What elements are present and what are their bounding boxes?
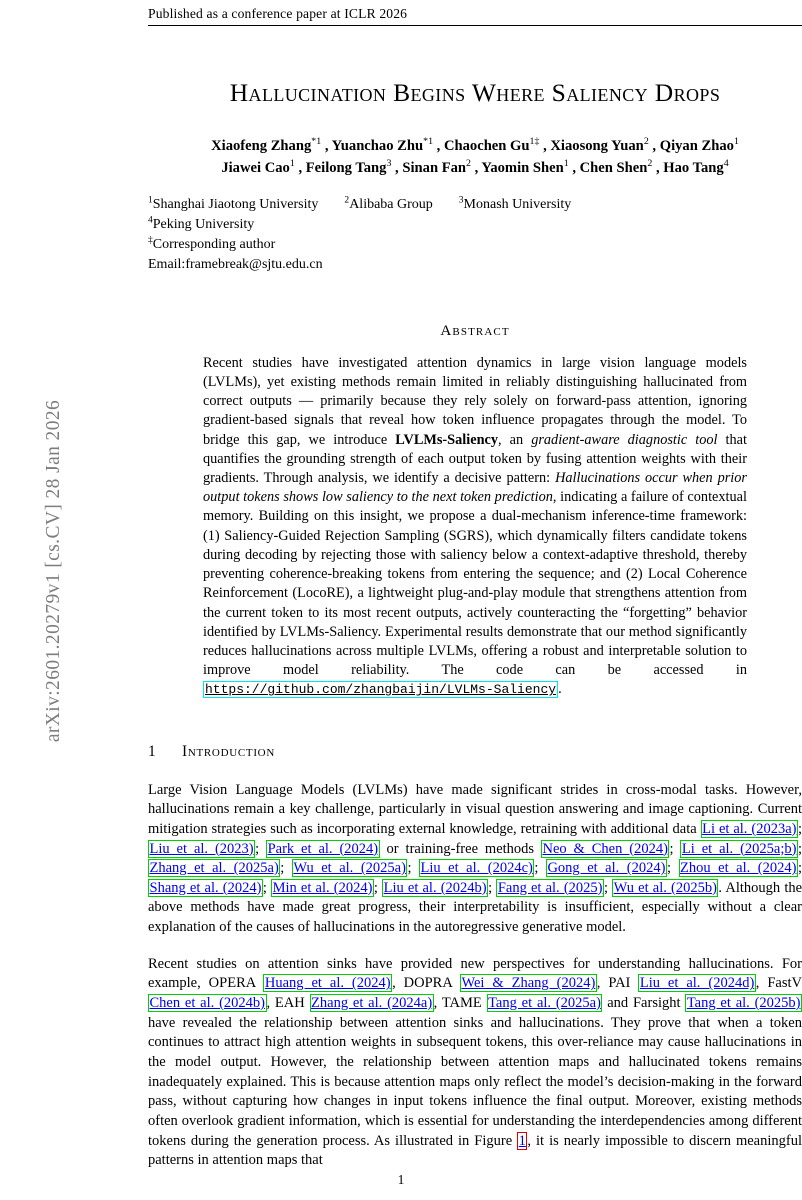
author-name: Jiawei Cao$^1$	[221, 158, 295, 176]
affiliation-marker: ‡	[148, 235, 153, 246]
intro-text: , EAH	[266, 995, 310, 1012]
citation-separator: ;	[373, 879, 383, 896]
author-name: Xiaofeng Zhang$^{*1}$	[211, 136, 322, 155]
citation-link[interactable]: Wu et al. (2025a)	[293, 860, 406, 877]
citation-link[interactable]: Shang et al. (2024)	[149, 879, 262, 896]
abstract-heading: Abstract	[440, 321, 510, 339]
citation-link[interactable]: Huang et al. (2024)	[264, 975, 391, 992]
abstract-italic-term-2: Hallucinations occur when prior output tokens shows low saliency to the next token prediction	[203, 470, 747, 506]
corresponding-author-note	[148, 235, 802, 255]
citation-link[interactable]: Tang et al. (2025b)	[686, 995, 801, 1012]
author-line-2: Jiawei Cao$^1$ , Feilong Tang$^3$ , Sinan Fan$^2$ , Yaomin Shen$^1$ , Chen Shen$^2$ , Hao Tang$^4$	[221, 158, 729, 176]
section-number: 1	[148, 742, 157, 760]
author-affiliation-marker: 1‡	[529, 136, 540, 148]
affiliation-block	[148, 195, 802, 276]
intro-text: , FastV	[755, 975, 802, 992]
citation-link[interactable]: Chen et al. (2024b)	[149, 995, 265, 1012]
author-name: Hao Tang$^4$	[663, 158, 729, 176]
affiliation-marker: 2	[344, 194, 350, 205]
intro-text: , it is nearly impossible to discern meaningful patterns in attention maps that	[148, 1132, 802, 1169]
author-affiliation-marker: 1	[733, 136, 739, 148]
intro-text: or training-free methods	[379, 840, 541, 857]
citation-link[interactable]: Liu et al. (2023)	[149, 840, 254, 857]
intro-text: . Although the above methods have made great progress, their interpretability is insufficient, especially without a clear explanation of the causes of hallucinations in the autoregressive generative model.	[148, 879, 802, 936]
author-affiliation-marker: 2	[647, 158, 653, 170]
citation-link[interactable]: Liu et al. (2024d)	[639, 975, 755, 992]
citation-link[interactable]: Zhou et al. (2024)	[680, 860, 797, 877]
affiliation-item: $^1$Shanghai Jiaotong University	[148, 194, 319, 212]
author-name: Chaochen $Gu^{1\ddagger}$	[443, 136, 540, 155]
author-name: Chen Shen$^2$	[579, 158, 653, 176]
figure-reference-link[interactable]: 1	[518, 1132, 526, 1149]
author-affiliation-marker: 4	[723, 158, 729, 170]
author-affiliation-marker: 3	[386, 158, 392, 170]
citation-link[interactable]: Gong et al. (2024)	[547, 860, 666, 877]
author-block	[148, 136, 802, 179]
intro-paragraph-1	[148, 781, 802, 938]
author-name: Yaomin Shen$^1$	[481, 158, 569, 176]
section-heading-introduction	[148, 743, 802, 761]
citation-separator: ;	[488, 879, 497, 896]
citation-link[interactable]: Zhang et al. (2025a)	[149, 860, 279, 877]
intro-text: Large Vision Language Models (LVLMs) have made significant strides in cross-modal tasks. However, hallucinations remain a key challenge, particularly in visual question answering and image captioning. Current mitigation strategies such as incorporating external knowledge, retraining with additional data	[148, 781, 802, 837]
abstract-bold-term: LVLMs-Saliency	[395, 431, 499, 448]
page-title: Hallucination Begins Where Saliency Drops	[229, 78, 721, 107]
citation-link[interactable]: Liu et al. (2024b)	[383, 879, 487, 896]
intro-text: , DOPRA	[392, 975, 460, 992]
abstract-italic-term-1: gradient-aware diagnostic tool	[531, 431, 718, 448]
paper-content	[148, 0, 802, 1171]
citation-separator: ;	[797, 840, 802, 857]
running-header-text: Published as a conference paper at ICLR 2026	[148, 6, 408, 21]
author-affiliation-marker: 2	[466, 158, 471, 170]
intro-text: have revealed the relationship between attention sinks and hallucinations. They prove that when a token continues to attract high attention weights in subsequent tokens, this over-reliance may cause hallucinations in the model output. However, the relationship between attention maps and hallucinated tokens remains inadequately explained. This is because attention maps only reflect the model’s decision-making in the forward pass, without capturing how changes in input tokens influence the final output. Moreover, existing methods often overlook gradient information, which is essential for understanding the interdependencies among different tokens during the generation process. As illustrated in Figure	[148, 1014, 802, 1149]
citation-separator: ;	[669, 840, 681, 857]
citation-separator: ;	[666, 860, 679, 877]
citation-link[interactable]: Li et al. (2023a)	[702, 820, 797, 837]
author-affiliation-marker: *1	[311, 136, 322, 148]
code-repository-link[interactable]: https://github.com/zhangbaijin/LVLMs-Saliency	[205, 682, 557, 698]
affiliation-row-1	[148, 195, 802, 215]
author-affiliation-marker: 1	[289, 158, 295, 170]
abstract-segment-5: .	[558, 681, 562, 698]
intro-text: and Farsight	[602, 995, 686, 1012]
author-name: Xiaosong Yuan$^2$	[550, 136, 649, 155]
author-line-1: Xiaofeng Zhang$^{*1}$ , Yuanchao Zhu$^{*1}$ , Chaochen $Gu^{1\ddagger}$ , Xiaosong Yuan$^2$ , Qiyan Zhao$^1$	[211, 136, 739, 155]
citation-link[interactable]: Li et al. (2025a;b)	[681, 840, 797, 857]
citation-separator: ;	[797, 820, 802, 837]
author-name: Yuanchao Zhu$^{*1}$	[331, 136, 434, 155]
citation-link[interactable]: Wei & Zhang (2024)	[461, 975, 596, 992]
citation-link[interactable]: Liu et al. (2024c)	[420, 860, 533, 877]
author-name: Qiyan Zhao$^1$	[659, 136, 739, 155]
citation-link[interactable]: Tang et al. (2025a)	[488, 995, 601, 1012]
citation-link[interactable]: Min et al. (2024)	[272, 879, 373, 896]
citation-separator: ;	[407, 860, 419, 877]
author-name: Sinan Fan$^2$	[402, 158, 471, 176]
abstract-segment-2: , an	[498, 431, 532, 448]
citation-separator: ;	[255, 840, 267, 857]
intro-text: , TAME	[433, 995, 487, 1012]
affiliation-item: ‡Corresponding author	[148, 235, 276, 253]
author-name: Feilong Tang$^3$	[305, 158, 392, 176]
footer-page-number: 1	[397, 1172, 405, 1187]
affiliation-marker: 4	[148, 215, 153, 226]
citation-link[interactable]: Neo & Chen (2024)	[542, 840, 668, 857]
arxiv-stamp: arXiv:2601.20279v1 [cs.CV] 28 Jan 2026	[43, 399, 64, 743]
citation-separator: ;	[603, 879, 613, 896]
abstract-text	[203, 354, 747, 700]
citation-separator: ;	[797, 860, 802, 877]
citation-link[interactable]: Wu et al. (2025b)	[613, 879, 717, 896]
abstract-segment-3: that quantifies the grounding strength of each output token by fusing attention weights with their gradients. Through analysis, we identify a decisive pattern:	[203, 431, 747, 486]
section-title: Introduction	[182, 742, 275, 760]
abstract-segment-1: Recent studies have investigated attention dynamics in large vision language models (LVLMs), yet existing methods remain limited in reliably distinguishing hallucinated from correct outputs — primarily because they rely solely on forward-pass attention, ignoring gradient-based signals that reveal how token influence propagates through the model. To bridge this gap, we introduce	[203, 354, 747, 448]
affiliation-item: $^2$Alibaba Group	[344, 194, 433, 212]
affiliation-item: $^3$Monash University	[458, 194, 572, 212]
author-affiliation-marker: 1	[563, 158, 569, 170]
citation-link[interactable]: Zhang et al. (2024a)	[311, 995, 433, 1012]
author-affiliation-marker: 2	[643, 136, 649, 148]
intro-text: Recent studies on attention sinks have provided new perspectives for understanding hallucinations. For example, OPERA	[148, 955, 802, 992]
intro-paragraph-2	[148, 955, 802, 1171]
citation-link[interactable]: Fang et al. (2025)	[497, 879, 603, 896]
intro-text: , PAI	[596, 975, 639, 992]
affiliation-row-2	[148, 215, 802, 235]
affiliation-item: $^4$Peking University	[148, 215, 255, 232]
citation-separator: ;	[534, 860, 546, 877]
author-affiliation-marker: *1	[423, 136, 434, 148]
citation-separator: ;	[262, 879, 272, 896]
contact-email: Email:framebreak@sjtu.edu.cn	[148, 257, 323, 273]
affiliation-marker: 1	[148, 194, 153, 205]
citation-separator: ;	[280, 860, 292, 877]
affiliation-marker: 3	[458, 194, 464, 205]
citation-link[interactable]: Park et al. (2024)	[267, 840, 379, 857]
abstract-segment-4: , indicating a failure of contextual memory. Building on this insight, we propose a dual-mechanism inference-time framework: (1) Saliency-Guided Rejection Sampling (SGRS), which dynamically filters candidate tokens during decoding by rejecting those with saliency below a context-adaptive threshold, thereby preventing coherence-breaking tokens from entering the sequence; and (2) Local Coherence Reinforcement (LocoRE), a lightweight plug-and-play module that strengthens attention from the current token to its most recent outputs, actively counteracting the “forgetting” behavior identified by LVLMs-Saliency. Experimental results demonstrate that our method significantly reduces hallucinations across multiple LVLMs, offering a robust and interpretable solution to improve model reliability. The code can be accessed in	[203, 489, 747, 679]
